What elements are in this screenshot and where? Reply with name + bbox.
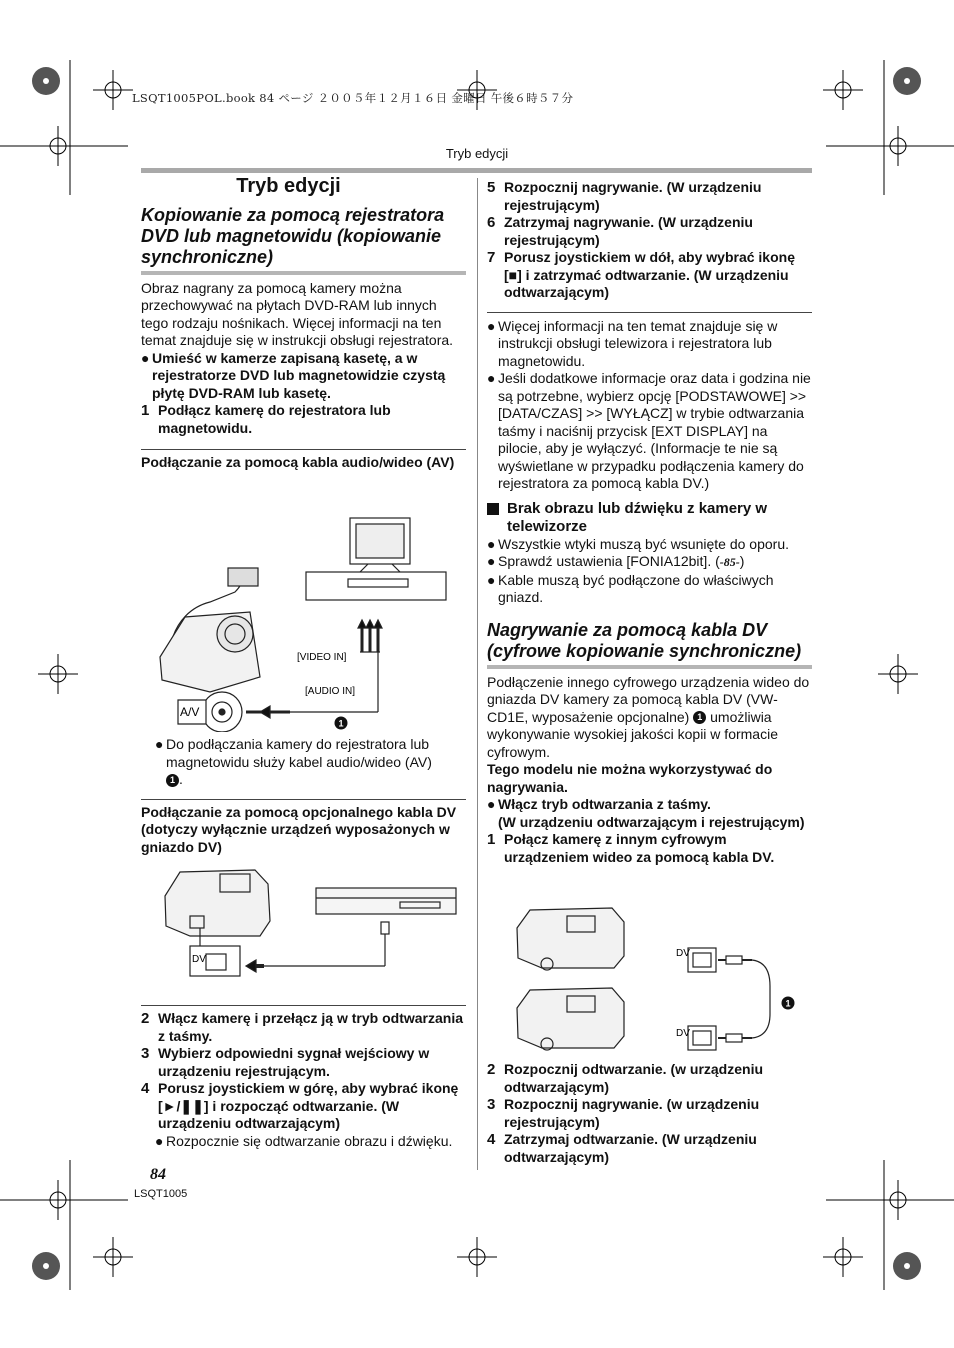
dv-jack-label-bottom: DV [676,1028,690,1039]
dv-dub-diagram [512,906,802,1056]
cable-marker: 1 [338,718,344,729]
av-note-text: Do podłączania kamery do rejestratora lub magnetowidu służy kabel audio/wideo (AV) [166,736,432,770]
step-number: 5 [487,179,496,196]
prep-bullet-text: Umieść w kamerze zapisaną kasetę, a w rejestratorze DVD lub magnetowidzie czystą płytę DVD-RAM lub kasetę. [152,349,446,401]
step-1 [141,402,466,437]
trouble-title: Brak obrazu lub dźwięku z kamery w telewizorze [507,499,768,535]
section-title-dv: Nagrywanie za pomocą kabla DV (cyfrowe kopiowanie synchroniczne) [487,619,802,661]
trouble-text-end: ) [739,553,745,569]
step-text: Rozpocznij nagrywanie. (w urządzeniu rejestrującym) [504,1096,760,1130]
dv-jack-label: DV [192,954,206,965]
step-number: 3 [141,1045,150,1062]
step-number: 6 [487,214,496,231]
video-in-label: [VIDEO IN] [297,652,347,663]
note-text: Jeśli dodatkowe informacje oraz data i godzina nie są potrzebne, wybierz opcję [PODSTAWOWE] >> [DATA/CZAS] >> [WYŁĄCZ] w trybie odtwarzania taśmy i naciśnij przycisk [EXT DISPLAY] na pilocie, aby je wyłączyć. (Informacje te nie są wyświetlane w przypadku podłączenia kamery do rejestratora za pomocą kabla DV.) [498,370,811,491]
trouble-heading [487,500,812,536]
step-text: Zatrzymaj odtwarzanie. (W urządzeniu odtwarzającym) [504,1131,757,1165]
trouble-item: ● Wszystkie wtyki muszą być wsunięte do oporu. [487,535,789,552]
trouble-list [487,536,812,607]
divider [141,449,466,450]
dv-jack-label-top: DV [676,948,690,959]
dv-step-2 [487,1061,812,1096]
left-step-list [141,1010,466,1150]
marker-1-icon: 1 [166,774,179,787]
step-4-note-text: Rozpocznie się odtwarzanie obrazu i dźwięku. [166,1132,453,1149]
trouble-text: Sprawdź ustawienia [FONIA12bit]. ( [498,553,720,569]
trouble-item: ● Kable muszą być podłączone do właściwych gniazd. [487,572,812,607]
dv-warning: Tego modelu nie można wykorzystywać do nagrywania. [487,761,773,795]
prep-bullet: ● Umieść w kamerze zapisaną kasetę, a w rejestratorze DVD lub magnetowidzie czystą płytę DVD-RAM lub kasetę. [141,350,466,403]
section-title-sync-copy: Kopiowanie za pomocą rejestratora DVD lub magnetowidu (kopiowanie synchroniczne) [141,204,445,267]
step-text: Rozpocznij odtwarzanie. (w urządzeniu odtwarzającym) [504,1061,764,1095]
top-rule [141,168,812,173]
step-number: 2 [141,1010,150,1027]
subheading-av: Podłączanie za pomocą kabla audio/wideo (AV) [141,454,455,470]
step-text: Zatrzymaj nagrywanie. (W urządzeniu rejestrującym) [504,214,753,248]
step-7 [487,249,812,302]
dv-intro-text-2: umożliwia wykonywanie wysokiej jakości kopii w formacie cyfrowym. [487,708,778,760]
step-text: Porusz joystickiem w dół, aby wybrać ikonę [■] i zatrzymać odtwarzanie. (W urządzeniu odtwarzającym) [504,249,795,300]
right-column [487,179,812,866]
dv-bullet-text: Włącz tryb odtwarzania z taśmy. [498,796,711,812]
step-number: 3 [487,1096,496,1113]
step-number: 4 [487,1131,496,1148]
av-connection-diagram [150,512,460,732]
step-5 [487,179,812,214]
trouble-item: ● Sprawdź ustawienia [FONIA12bit]. (-85-) [487,553,745,569]
left-steps [141,1005,466,1150]
step-2 [141,1010,466,1045]
dv-intro [487,674,812,762]
divider [141,1005,466,1006]
av-note: ● Do podłączania kamery do rejestratora lub magnetowidu służy kabel audio/wideo (AV) 1 . [155,736,432,787]
step-number: 7 [487,249,496,266]
audio-in-label: [AUDIO IN] [305,686,356,697]
page-title: Tryb edycji [236,175,341,197]
step-text: Podłącz kamerę do rejestratora lub magnetowidu. [158,402,391,436]
running-header: Tryb edycji [445,146,509,161]
step-text: Rozpocznij nagrywanie. (W urządzeniu rejestrującym) [504,179,762,213]
dv-step-1 [487,831,812,866]
column-divider [477,178,478,1170]
step-number: 1 [487,831,496,848]
step-text: Porusz joystickiem w górę, aby wybrać ikonę [►/❚❚] i rozpocząć odtwarzanie. (W urządzeniu odtwarzającym) [158,1080,459,1131]
square-bullet-icon [487,503,499,515]
trouble-text: Wszystkie wtyki muszą być wsunięte do oporu. [498,535,789,552]
note-item: ● Jeśli dodatkowe informacje oraz data i godzina nie są potrzebne, wybierz opcję [PODSTAWOWE] >> [DATA/CZAS] >> [WYŁĄCZ] w trybie odtwarzania taśmy i naciśnij przycisk [EXT DISPLAY] na pilocie, aby je wyłączyć. (Informacje te nie są wyświetlane w przypadku podłączenia kamery do rejestratora za pomocą kabla DV.) [487,370,811,491]
intro-text: Obraz nagrany za pomocą kamery można przechowywać na płytach DVD-RAM lub innych tego rodzaju nośnikach. Więcej informacji na ten temat znajduje się w instrukcji obsługi rejestratora. [141,279,454,348]
notes-list [487,318,812,493]
page-number: 84 [150,1166,166,1183]
step-text: Wybierz odpowiedni sygnał wejściowy w urządzeniu rejestrującym. [158,1045,430,1079]
dv-intro-text: Podłączenie innego cyfrowego urządzenia wideo do gniazda DV kamery za pomocą kabla DV (VW-CD1E, wyposażenie opcjonalne) [487,673,810,725]
av-jack-label: A/V [180,705,200,719]
trouble-text: Kable muszą być podłączone do właściwych gniazd. [498,571,774,605]
cable-marker: 1 [785,998,791,1009]
dv-step-4 [487,1131,812,1166]
step-4 [141,1080,466,1133]
left-column-lower [141,736,466,856]
step-number: 1 [141,402,150,419]
print-info-line: LSQT1005POL.book 84 ページ ２００５年１２月１６日 金曜日 午後６時５７分 [132,91,574,105]
model-code: LSQT1005 [134,1188,188,1200]
step-number: 2 [487,1061,496,1078]
subheading-dv: Podłączanie za pomocą opcjonalnego kabla DV (dotyczy wyłącznie urządzeń wyposażonych w gniazdo DV) [141,803,457,855]
dv-bullet: ● Włącz tryb odtwarzania z taśmy. [487,796,711,812]
note-text: Więcej informacji na ten temat znajduje się w instrukcji obsługi telewizora i rejestratora lub magnetowidu. [498,317,778,369]
section-rule [141,271,466,275]
step-text: Włącz kamerę i przełącz ją w tryb odtwarzania z taśmy. [158,1010,463,1044]
step-4-note: ● Rozpocznie się odtwarzanie obrazu i dźwięku. [155,1132,453,1149]
divider [141,799,466,800]
right-steps [487,1061,812,1166]
divider [487,312,812,313]
section-rule [487,665,812,669]
dv-connection-diagram [160,866,460,986]
note-item: ● Więcej informacji na ten temat znajduje się w instrukcji obsługi telewizora i rejestratora lub magnetowidu. [487,318,812,371]
dv-bullet-sub: (W urządzeniu odtwarzającym i rejestrującym) [498,813,805,830]
page-reference: -85- [719,555,740,569]
av-note-end: . [179,771,183,787]
dv-step-3 [487,1096,812,1131]
left-column [141,175,466,472]
marker-1-icon: 1 [693,711,706,724]
step-3 [141,1045,466,1080]
step-number: 4 [141,1080,150,1097]
step-6 [487,214,812,249]
step-text: Połącz kamerę z innym cyfrowym urządzeniem wideo za pomocą kabla DV. [504,831,775,865]
